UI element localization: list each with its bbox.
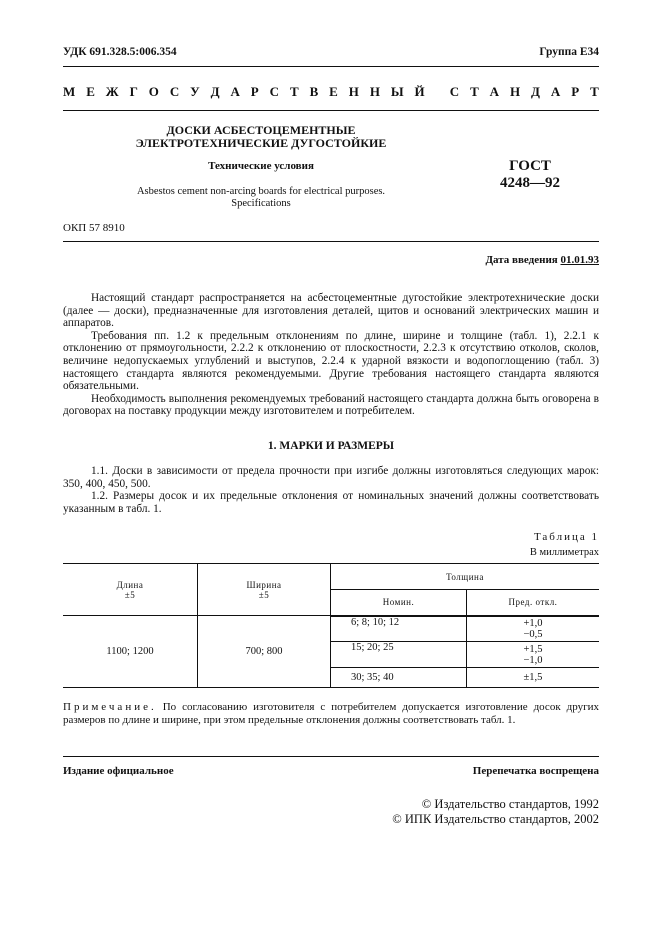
heading-letter: Н bbox=[369, 84, 380, 99]
group-code: Группа Е34 bbox=[539, 46, 599, 58]
copyright: © Издательство стандартов, 1992 © ИПК Издательство стандартов, 2002 bbox=[392, 797, 599, 826]
length-cell: 1100; 1200 bbox=[63, 616, 198, 688]
nominal-cell: 30; 35; 40 bbox=[331, 668, 467, 688]
heading-letter: Д bbox=[210, 84, 220, 99]
dimensions-table bbox=[63, 563, 599, 688]
intro-paragraph: Требования пп. 1.2 к предельным отклонениям по длине, ширине и толщине (табл. 1), 2.2.1 к отклонению от прямоугольности, 2.2.2 к отклонению от плоскостности, 2.2.3 к отсутствию отколов, сколов, величине недопускаемых углублений и выступов, 2.2.4 к ударной вязкости и водопоглощению (табл. 3) настоящего стандарта являются рекомендуемыми. Другие требования настоящего стандарта являются обязательными. bbox=[63, 329, 599, 393]
heading-letter: Н bbox=[509, 84, 521, 99]
table-caption: Таблица 1 bbox=[533, 531, 599, 543]
heading-letter: Н bbox=[348, 84, 359, 99]
heading-letter: Д bbox=[531, 84, 540, 99]
heading-rule bbox=[63, 110, 599, 111]
heading-letter: С bbox=[269, 84, 280, 99]
header-nominal: Номин. bbox=[331, 590, 467, 616]
top-rule bbox=[63, 66, 599, 67]
header-thickness: Толщина bbox=[331, 564, 600, 590]
heading-letter: В bbox=[309, 84, 319, 99]
heading-letter: С bbox=[169, 84, 180, 99]
section-1-title: 1. МАРКИ И РАЗМЕРЫ bbox=[267, 440, 395, 452]
heading-letter: М bbox=[63, 84, 76, 99]
heading-letter: У bbox=[190, 84, 200, 99]
heading-letter: С bbox=[449, 84, 460, 99]
intro-text bbox=[63, 292, 599, 418]
header-deviation: Пред. откл. bbox=[467, 590, 600, 616]
heading-letter: Г bbox=[129, 84, 138, 99]
intro-paragraph: Необходимость выполнения рекомендуемых требований настоящего стандарта должна быть оговорена в договорах на поставку продукции между изготовителем и потребителем. bbox=[63, 392, 599, 418]
table-note bbox=[63, 701, 599, 727]
footer-rule bbox=[63, 756, 599, 757]
introduction-date: Дата введения 01.01.93 bbox=[485, 254, 599, 266]
deviation-cell: +1,0 −0,5 bbox=[467, 616, 600, 642]
heading-letter: Е bbox=[86, 84, 95, 99]
heading-letter: Й bbox=[414, 84, 425, 99]
header-width: Ширина ±5 bbox=[198, 564, 331, 616]
heading-letter: Р bbox=[571, 84, 580, 99]
heading-letter: А bbox=[550, 84, 561, 99]
heading-letter: Е bbox=[329, 84, 338, 99]
heading-letter: Ж bbox=[105, 84, 119, 99]
udk-code: УДК 691.328.5:006.354 bbox=[63, 46, 177, 58]
heading-letter: Ы bbox=[390, 84, 404, 99]
nominal-cell: 6; 8; 10; 12 bbox=[331, 616, 467, 642]
heading-letter bbox=[436, 84, 439, 100]
note-text: По согласованию изготовителя с потребителем допускается изготовление досок других размеров по длине и ширине, при этом предельные отклонения должны соответствовать табл. 1. bbox=[63, 701, 599, 726]
okp-rule bbox=[63, 241, 599, 242]
standard-type-heading bbox=[63, 84, 599, 100]
section-1-text bbox=[63, 465, 599, 515]
reprint-prohibited: Перепечатка воспрещена bbox=[472, 765, 599, 777]
deviation-cell: ±1,5 bbox=[467, 668, 600, 688]
document-title: ДОСКИ АСБЕСТОЦЕМЕНТНЫЕ ЭЛЕКТРОТЕХНИЧЕСКИЕ ДУГОСТОЙКИЕ bbox=[135, 123, 387, 150]
gost-number: ГОСТ 4248—92 bbox=[500, 158, 560, 191]
heading-letter: Т bbox=[590, 84, 599, 99]
heading-letter: А bbox=[489, 84, 500, 99]
table-units: В миллиметрах bbox=[529, 547, 599, 558]
official-edition: Издание официальное bbox=[63, 765, 174, 777]
clause-1-1: 1.1. Доски в зависимости от предела прочности при изгибе должны изготовляться следующих марок: 350, 400, 450, 500. bbox=[63, 465, 599, 490]
heading-letter: А bbox=[230, 84, 240, 99]
intro-paragraph: Настоящий стандарт распространяется на асбестоцементные дугостойкие электротехнические доски (далее — доски), предназначенные для изготовления деталей, щитов и оснований электрических машин и аппаратов. bbox=[63, 292, 599, 330]
heading-letter: Р bbox=[250, 84, 259, 99]
document-subtitle: Технические условия bbox=[208, 160, 314, 172]
heading-letter: О bbox=[148, 84, 159, 99]
clause-1-2: 1.2. Размеры досок и их предельные отклонения от номинальных значений должны соответствовать указанным в табл. 1. bbox=[63, 490, 599, 515]
heading-letter: Т bbox=[470, 84, 479, 99]
nominal-cell: 15; 20; 25 bbox=[331, 642, 467, 668]
width-cell: 700; 800 bbox=[198, 616, 331, 688]
heading-letter: Т bbox=[289, 84, 299, 99]
okp-code: ОКП 57 8910 bbox=[63, 222, 125, 234]
english-title: Asbestos cement non-arcing boards for electrical purposes. Specifications bbox=[136, 186, 386, 209]
header-length: Длина ±5 bbox=[63, 564, 198, 616]
note-label: Примечание. bbox=[63, 701, 157, 713]
deviation-cell: +1,5 −1,0 bbox=[467, 642, 600, 668]
